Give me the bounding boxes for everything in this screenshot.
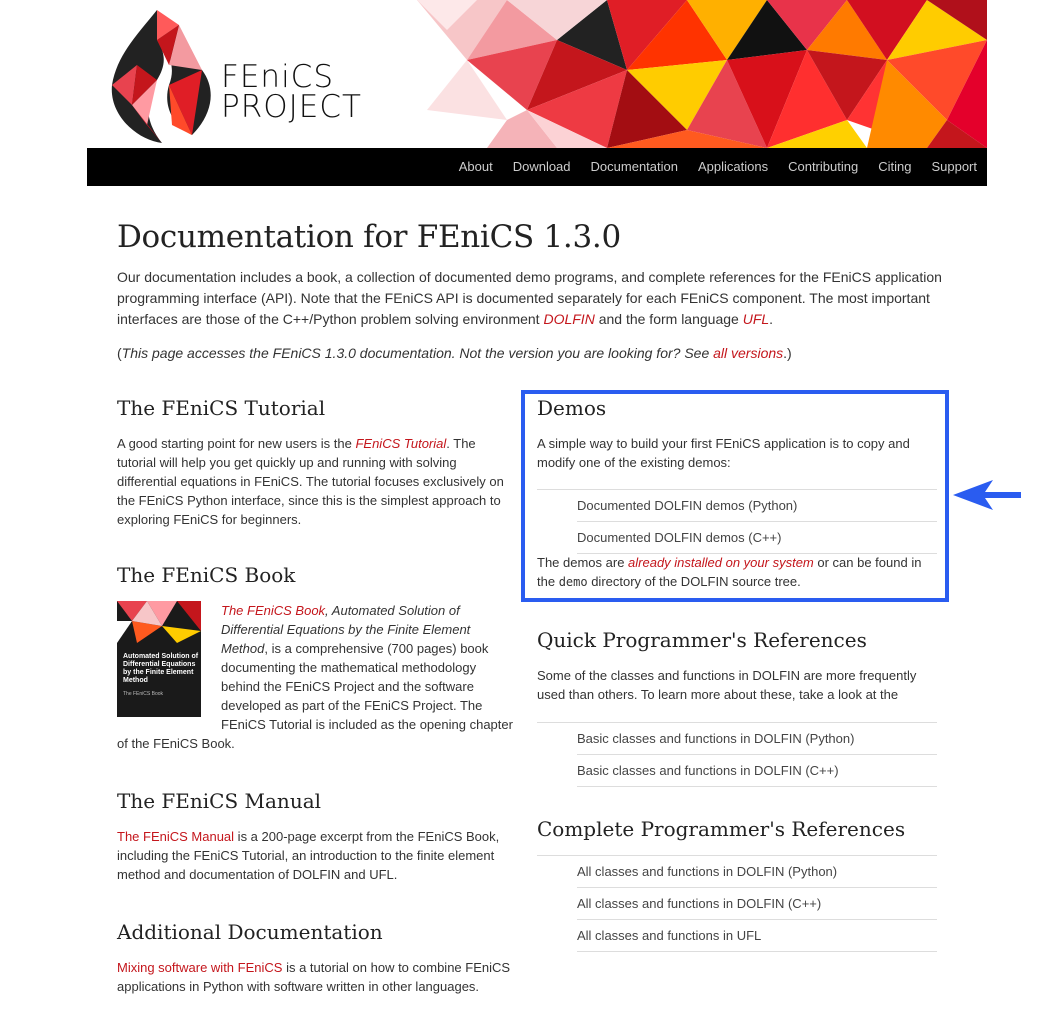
- nav-support[interactable]: Support: [931, 159, 977, 174]
- additional-heading: Additional Documentation: [117, 920, 383, 944]
- header-banner: [87, 0, 987, 148]
- manual-text: The FEniCS Manual is a 200-page excerpt from the FEniCS Book, including the FEniCS Tutorial, an introduction to the finite element method and documentation of DOLFIN and UFL.: [117, 829, 500, 882]
- left-column: [117, 396, 517, 996]
- annotation-arrow-icon: [953, 478, 1023, 512]
- ufl-link[interactable]: UFL: [742, 311, 770, 327]
- tutorial-heading: The FEniCS Tutorial: [117, 396, 326, 420]
- book-section: [117, 563, 517, 753]
- version-note: (This page accesses the FEniCS 1.3.0 documentation. Not the version you are looking for? See all versions.): [117, 345, 792, 361]
- logo-text: [221, 59, 362, 125]
- nav-documentation[interactable]: Documentation: [590, 159, 678, 174]
- book-link[interactable]: The FEniCS Book: [221, 603, 326, 618]
- complete-refs-link-dolfin-python[interactable]: All classes and functions in DOLFIN (Python): [537, 855, 937, 887]
- additional-section: [117, 920, 517, 996]
- logo-line-1: FEniCS: [221, 59, 335, 95]
- book-text: The FEniCS Book, Automated Solution of Differential Equations by the Finite Element Method, is a comprehensive (700 pages) book documenting the mathematical methodology behind the FEniCS Project and the software developed as part of the FEniCS Project. The FEniCS Tutorial is included as the opening chapter of the FEniCS Book.: [117, 603, 513, 751]
- all-versions-link[interactable]: all versions: [713, 345, 784, 361]
- nav-contributing[interactable]: Contributing: [788, 159, 859, 174]
- intro-text-2: and the form language: [594, 311, 743, 327]
- demos-link-python[interactable]: Documented DOLFIN demos (Python): [537, 489, 937, 521]
- book-cover-image[interactable]: [117, 601, 201, 717]
- tutorial-section: [117, 396, 517, 529]
- demos-highlight-box: [521, 390, 949, 602]
- quick-refs-section: [537, 628, 937, 787]
- additional-text: Mixing software with FEniCS is a tutorial on how to combine FEniCS applications in Python with software written in other languages.: [117, 960, 511, 994]
- manual-link[interactable]: The FEniCS Manual: [117, 829, 235, 844]
- book-heading: The FEniCS Book: [117, 563, 296, 587]
- fenics-logo-flame-icon: [107, 5, 217, 145]
- installed-link[interactable]: already installed on your system: [628, 555, 814, 570]
- demo-code: demo: [558, 575, 588, 589]
- intro-text-1: Our documentation includes a book, a collection of documented demo programs, and complete references for the FEniCS application programming interface (API). Note that the FEniCS API is documented separately for each FEniCS component. The most important interfaces are those of the C++/Python problem solving environment: [117, 269, 942, 327]
- main-nav: [87, 148, 987, 186]
- mixing-software-link[interactable]: Mixing software with FEniCS: [117, 960, 283, 975]
- demos-link-cpp[interactable]: Documented DOLFIN demos (C++): [577, 521, 937, 553]
- quick-refs-text: Some of the classes and functions in DOLFIN are more frequently used than others. To learn more about these, take a look at the: [537, 668, 917, 702]
- page-title: Documentation for FEniCS 1.3.0: [117, 219, 621, 255]
- manual-heading: The FEniCS Manual: [117, 789, 322, 813]
- version-note-text: This page accesses the FEniCS 1.3.0 documentation. Not the version you are looking for? See: [121, 345, 714, 361]
- main-content: [117, 210, 957, 994]
- demos-footer: The demos are already installed on your system or can be found in the demo directory of the DOLFIN source tree.: [537, 555, 922, 589]
- demos-text: A simple way to build your first FEniCS application is to copy and modify one of the existing demos:: [537, 436, 910, 470]
- intro-text-3: .: [769, 311, 774, 327]
- nav-about[interactable]: About: [458, 159, 493, 174]
- tutorial-link[interactable]: FEniCS Tutorial: [355, 436, 447, 451]
- dolfin-link[interactable]: DOLFIN: [543, 311, 595, 327]
- demos-heading: Demos: [537, 396, 607, 420]
- right-column: [537, 396, 937, 952]
- quick-refs-link-cpp[interactable]: Basic classes and functions in DOLFIN (C++): [577, 754, 937, 786]
- book-cover-title: Automated Solution of Differential Equations by the Finite Element Method: [123, 653, 199, 684]
- nav-download[interactable]: Download: [512, 159, 571, 174]
- quick-refs-link-python[interactable]: Basic classes and functions in DOLFIN (Python): [537, 722, 937, 754]
- logo-line-2: PROJECT: [221, 89, 362, 125]
- intro-paragraph: [117, 267, 957, 330]
- book-cover-subtitle: The FEniCS Book: [123, 691, 164, 697]
- manual-section: [117, 789, 517, 884]
- complete-refs-link-ufl[interactable]: All classes and functions in UFL: [577, 919, 937, 951]
- complete-refs-section: [537, 817, 937, 952]
- complete-refs-link-dolfin-cpp[interactable]: All classes and functions in DOLFIN (C++): [577, 887, 937, 919]
- complete-refs-heading: Complete Programmer's References: [537, 817, 906, 841]
- tutorial-text: A good starting point for new users is the FEniCS Tutorial. The tutorial will help you get quickly up and running with solving differential equations in FEniCS. The tutorial focuses exclusively on the FEniCS Python interface, since this is the simplest approach to exploring FEniCS for beginners.: [117, 436, 504, 527]
- quick-refs-heading: Quick Programmer's References: [537, 628, 867, 652]
- book-subtitle: , Automated Solution of Differential Equations by the Finite Element Method: [221, 603, 471, 656]
- nav-applications[interactable]: Applications: [697, 159, 769, 174]
- nav-citing[interactable]: Citing: [878, 159, 912, 174]
